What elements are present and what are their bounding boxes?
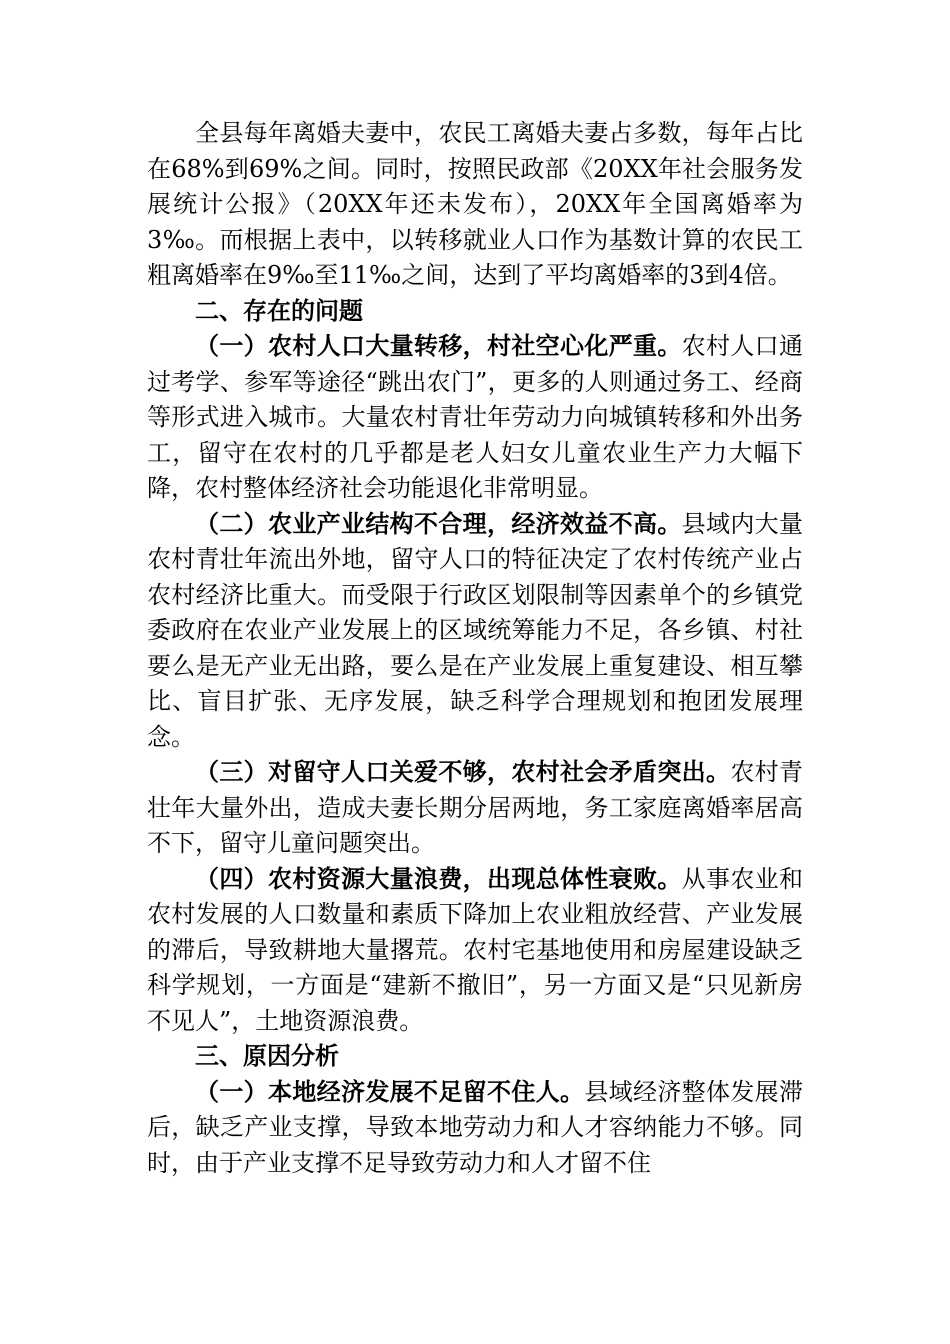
problem-paragraph-2 [147,507,803,756]
problem-paragraph-3 [147,755,803,862]
section-heading-problems: 二、存在的问题 [195,296,363,325]
problem-paragraph-1 [147,329,803,507]
problem-lead-2: （二）农业产业结构不合理，经济效益不高。 [195,509,682,538]
intro-paragraph: 全县每年离婚夫妻中，农民工离婚夫妻占多数，每年占比在68%到69%之间。同时，按照民政部《20XX年社会服务发展统计公报》（20XX年还未发布），20XX年全国离婚率为3‰。而根据上表中，以转移就业人口作为基数计算的农民工粗离婚率在9‰至11‰之间，达到了平均离婚率的3到4倍。 [147,119,803,289]
problem-text-2: 县域内大量农村青壮年流出外地，留守人口的特征决定了农村传统产业占农村经济比重大。而受限于行政区划限制等因素单个的乡镇党委政府在农业产业发展上的区域统筹能力不足，各乡镇、村社要么是无产业无出路，要么是在产业发展上重复建设、相互攀比、盲目扩张、无序发展，缺乏科学合理规划和抱团发展理念。 [147,509,804,751]
problem-text-4: 从事农业和农村发展的人口数量和素质下降加上农业粗放经营、产业发展的滞后，导致耕地大量撂荒。农村宅基地使用和房屋建设缺乏科学规划，一方面是“建新不撤旧”，另一方面又是“只见新房不见人”，土地资源浪费。 [147,864,804,1035]
problem-text-1: 农村人口通过考学、参军等途径“跳出农门”，更多的人则通过务工、经商等形式进入城市。大量农村青壮年劳动力向城镇转移和外出务工，留守在农村的几乎都是老人妇女儿童农业生产力大幅下降，农村整体经济社会功能退化非常明显。 [147,332,804,502]
problem-paragraph-4 [147,862,803,1040]
problem-lead-1: （一）农村人口大量转移，村社空心化严重。 [195,332,682,360]
cause-text-1: 县域经济整体发展滞后，缺乏产业支撑，导致本地劳动力和人才容纳能力不够。同时，由于产业支撑不足导致劳动力和人才留不住 [147,1077,804,1177]
problem-text-3: 农村青壮年大量外出，造成夫妻长期分居两地，务工家庭离婚率居高不下，留守儿童问题突出。 [147,758,804,857]
section-heading-causes: 三、原因分析 [195,1042,339,1070]
document-page [147,116,803,1181]
cause-lead-1: （一）本地经济发展不足留不住人。 [195,1077,585,1106]
problem-lead-3: （三）对留守人口关爱不够，农村社会矛盾突出。 [195,758,731,786]
problem-lead-4: （四）农村资源大量浪费，出现总体性衰败。 [195,864,682,893]
cause-paragraph-1 [147,1075,803,1182]
